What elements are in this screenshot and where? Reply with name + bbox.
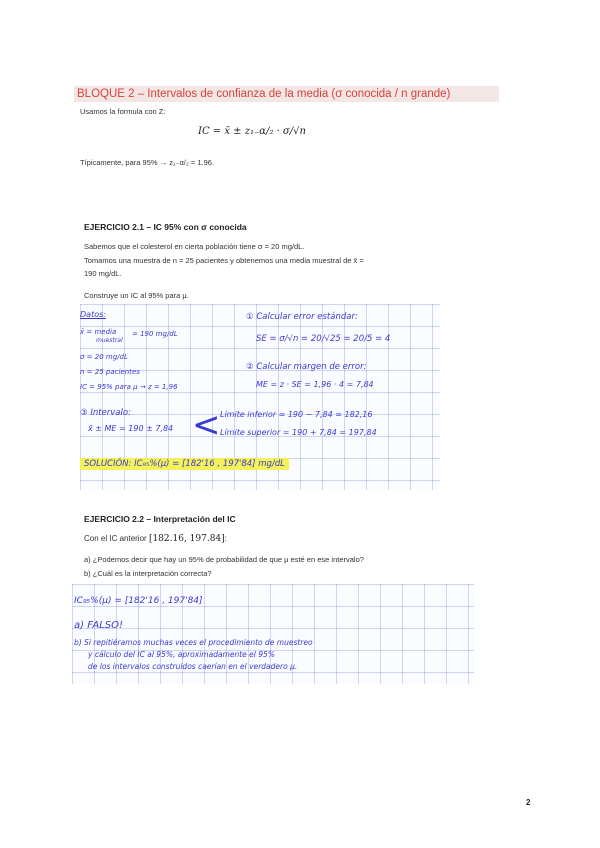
upper-limit: Límite superior = 190 + 7,84 = 197,84 (220, 428, 377, 437)
datos-title: Datos: (80, 310, 106, 319)
exercise-2-2-intro-text: Con el IC anterior (84, 534, 147, 543)
datos-line-1a: x̄ = media (80, 328, 117, 336)
exercise-2-2-intro (84, 534, 227, 544)
step-3-title: ③ Intervalo: (80, 408, 131, 418)
ci-formula: IC = x̄ ± z₁₋α/₂ · σ/√n (198, 126, 306, 137)
answer-a: a) FALSO! (74, 620, 124, 631)
datos-line-4: IC = 95% para μ → z = 1,96 (80, 383, 178, 391)
step-3-formula: x̄ ± ME = 190 ± 7,84 (88, 424, 174, 433)
exercise-2-1-text-2: Tomamos una muestra de n = 25 pacientes y obtenemos una media muestral de x̄ = (84, 256, 364, 265)
bracket-glyph: < (192, 405, 221, 445)
question-a: a) ¿Podemos decir que hay un 95% de probabilidad de que μ esté en ese intervalo? (84, 555, 364, 564)
datos-line-3: n = 25 pacientes (80, 368, 140, 376)
exercise-2-2-heading: EJERCICIO 2.2 – Interpretación del IC (84, 514, 236, 524)
datos-line-2: σ = 20 mg/dL (80, 353, 128, 361)
datos-line-1b: muestral (96, 337, 123, 344)
answer-b-line-3: de los intervalos construidos caerían en el verdadero μ. (88, 662, 298, 671)
lower-limit: Límite inferior = 190 − 7,84 = 182,16 (220, 410, 373, 419)
solution-highlight: SOLUCIÓN: IC₉₅%(μ) = [182'16 , 197'84] mg/dL (80, 458, 289, 470)
answer-b-line-1: b) Si repitiéramos muchas veces el procedimiento de muestreo (74, 638, 313, 647)
formula-intro: Usamos la formula con Z: (80, 107, 166, 116)
step-1-title: ① Calcular error estándar: (246, 312, 358, 322)
exercise-2-1-text-3: 190 mg/dL. (84, 269, 122, 278)
handwritten-solution-2-1 (80, 304, 440, 490)
step-1-formula: SE = σ/√n = 20/√25 = 20/5 = 4 (256, 334, 391, 344)
step-2-title: ② Calcular margen de error: (246, 362, 367, 372)
datos-line-1c: = 190 mg/dL (132, 330, 178, 338)
page-number: 2 (526, 798, 531, 807)
exercise-2-1-text-4: Construye un IC al 95% para μ. (84, 291, 189, 300)
exercise-2-1-heading: EJERCICIO 2.1 – IC 95% con σ conocida (84, 222, 247, 232)
question-b: b) ¿Cuál es la interpretación correcta? (84, 569, 212, 578)
section-title: BLOQUE 2 – Intervalos de confianza de la media (σ conocida / n grande) (74, 86, 499, 102)
typical-z-note: Típicamente, para 95% → z₁₋α/₂ = 1.96. (80, 158, 215, 167)
step-2-formula: ME = z · SE = 1,96 · 4 = 7,84 (256, 380, 374, 389)
exercise-2-1-text-1: Sabemos que el colesterol en cierta población tiene σ = 20 mg/dL. (84, 242, 305, 251)
exercise-2-2-interval: [182.16, 197.84] (148, 534, 225, 544)
ic-answer: IC₉₅%(μ) = [182'16 , 197'84] (74, 596, 203, 606)
answer-b-line-2: y cálculo del IC al 95%, aproximadamente el 95% (88, 650, 275, 659)
exercise-2-2-intro-end: : (224, 534, 227, 543)
handwritten-solution-2-2 (72, 584, 474, 684)
